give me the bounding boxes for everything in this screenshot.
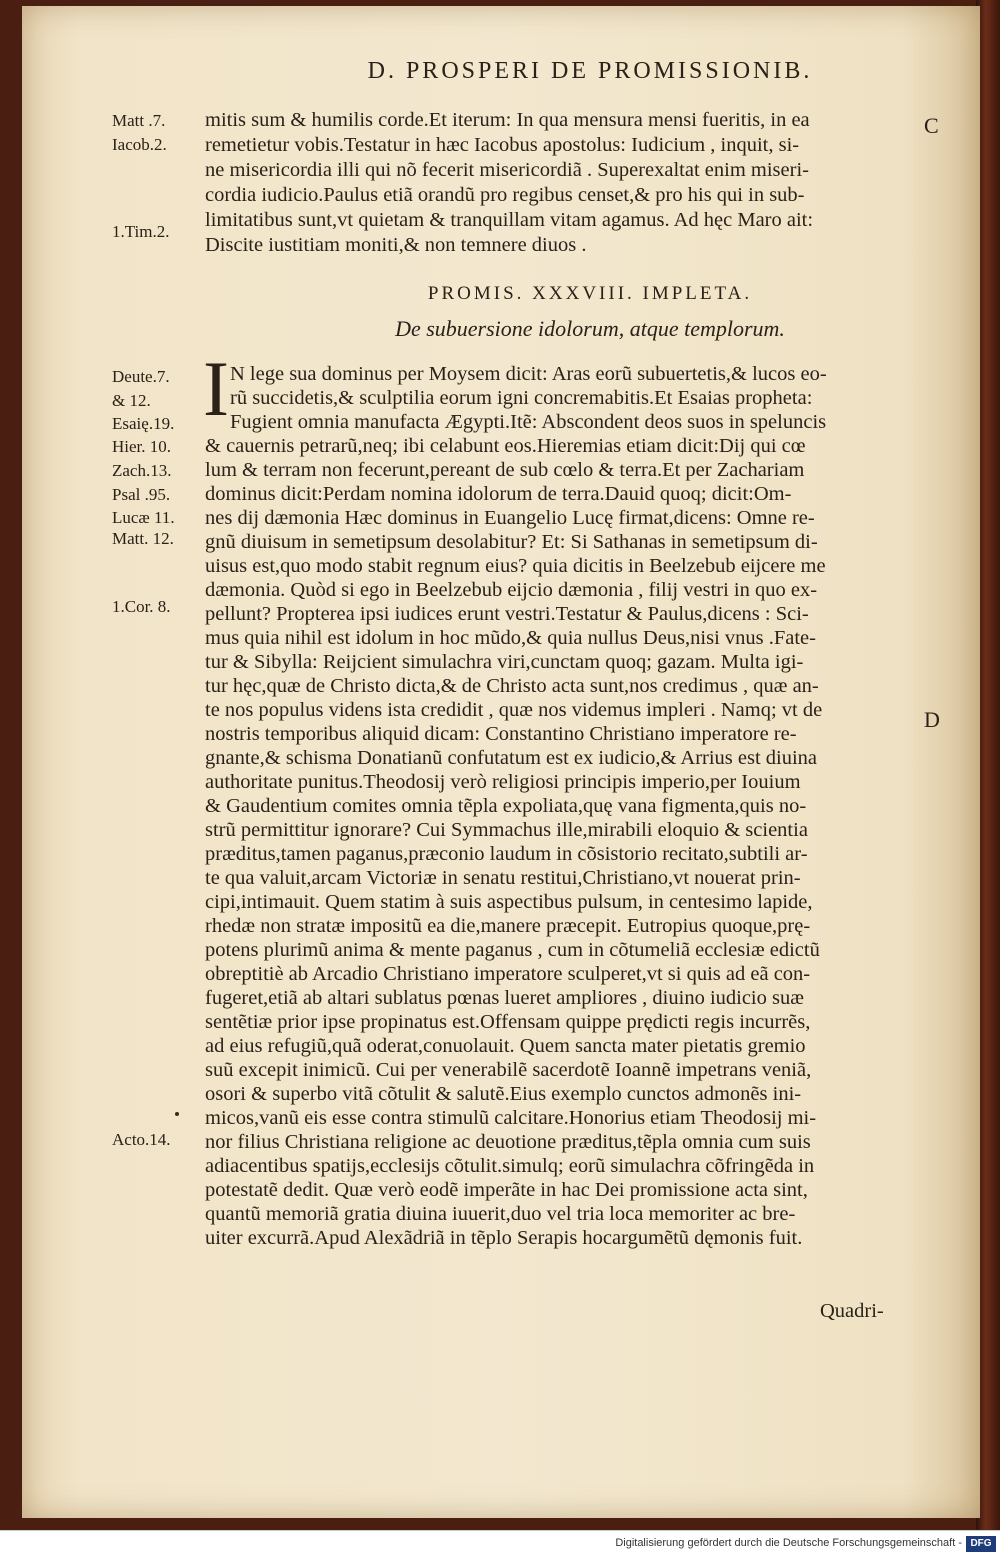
text-line: strũ permittitur ignorare? Cui Symmachus ille,mirabili eloquio & scientia — [205, 819, 808, 841]
margin-note: Lucæ 11. — [112, 508, 175, 527]
text-line: pellunt? Propterea ipsi iudices erunt vestri.Testatur & Paulus,dicens : Sci- — [205, 603, 809, 625]
margin-note: Matt .7. — [112, 111, 166, 130]
funding-notice: Digitalisierung gefördert durch die Deutsche Forschungsgemeinschaft - — [615, 1537, 962, 1549]
text-line: cordia iudicio.Paulus etiã orandũ pro regibus censet,& pro his qui in sub- — [205, 184, 805, 206]
margin-note: Hier. 10. — [112, 437, 172, 456]
text-line: lum & terram non fecerunt,pereant de sub cœlo & terra.Et per Zachariam — [205, 459, 805, 481]
margin-note: Esaię.19. — [112, 414, 175, 433]
side-letter-d: D — [924, 707, 940, 732]
drop-cap: I — [203, 345, 229, 432]
text-line: authoritate punitus.Theodosij verò religiosi principis imperio,per Iouium — [205, 771, 801, 793]
text-line: & Gaudentium comites omnia tẽpla expoliata,quę vana figmenta,quis no- — [205, 795, 807, 817]
text-line: N lege sua dominus per Moysem dicit: Aras eorũ subuertetis,& lucos eo- — [230, 363, 827, 385]
text-line: nostris temporibus aliquid dicam: Constantino Christiano imperatore re- — [205, 723, 797, 745]
text-line: potestatẽ dedit. Quæ verò eodẽ imperãte in hac Dei promissione acta sint, — [205, 1179, 808, 1201]
text-line: sentẽtiæ prior ipse propinatus est.Offensam quippe prędicti regis incurrẽs, — [205, 1011, 811, 1033]
catchword: Quadri- — [820, 1300, 884, 1322]
text-line: dominus dicit:Perdam nomina idolorum de terra.Dauid quoq; dicit:Om- — [205, 483, 792, 505]
text-line: fugeret,etiã ab altari sublatus pœnas lueret ampliores , diuino iudicio suæ — [205, 987, 804, 1009]
text-line: obreptitiè ab Arcadio Christiano imperatore sculperet,vt si quis ad eã con- — [205, 963, 811, 985]
running-header: D. PROSPERI DE PROMISSIONIB. — [367, 58, 813, 84]
text-line: Fugient omnia manufacta Ægypti.Itẽ: Abscondent deos suos in speluncis — [230, 411, 827, 433]
margin-note: 1.Tim.2. — [112, 222, 170, 241]
text-line: micos,vanũ eis esse contra stimulũ calcitare.Honorius etiam Theodosij mi- — [205, 1107, 817, 1129]
text-line: te qua valuit,arcam Victoriæ in senatu restitui,Christiano,vt nouerat prin- — [205, 867, 801, 889]
section-title: PROMIS. XXXVIII. IMPLETA. — [427, 283, 753, 304]
text-line: uisus est,quo modo stabit regnum eius? quia dicitis in Beelzebub eijcere me — [205, 555, 826, 577]
text-line: Discite iustitiam moniti,& non temnere diuos . — [205, 234, 587, 256]
margin-mark — [175, 1112, 179, 1116]
text-line: mus quia nihil est idolum in hoc mũdo,& quia nullus Deus,nisi vnus .Fate- — [205, 627, 816, 649]
text-line: tur hęc,quæ de Christo dicta,& de Christo acta sunt,nos credimus , quæ an- — [205, 675, 819, 697]
text-line: tur & Sibylla: Reijcient simulachra viri,cunctam quoq; gazam. Multa igi- — [205, 651, 804, 673]
text-line: nes dij dæmonia Hæc dominus in Euangelio Lucę firmat,dicens: Omne re- — [205, 507, 815, 529]
text-line: limitatibus sunt,vt quietam & tranquillam vitam agamus. Ad hęc Maro ait: — [205, 209, 814, 231]
text-line: ne misericordia illi qui nõ fecerit misericordiã . Superexaltat enim miseri- — [205, 159, 809, 181]
text-line: ad eius refugiũ,quã oderat,conuolauit. Quem sancta mater pietatis gremio — [205, 1035, 806, 1057]
text-line: rhedæ non stratæ impositũ ea die,manere præcepit. Eutropius quoque,prę- — [205, 915, 811, 937]
text-line: potens plurimũ anima & mente paganus , cum in cõtumeliã ecclesiæ edictũ — [205, 939, 820, 961]
text-line: nor filius Christiana religione ac deuotione præditus,tẽpla omnia cum suis — [205, 1131, 811, 1153]
text-line: quantũ memoriã gratia diuina iuuerit,duo vel tria loca memoriter ac bre- — [205, 1203, 796, 1225]
text-line: præditus,tamen paganus,præconio laudum in cõsistorio recitato,subtili ar- — [205, 843, 808, 865]
text-line: gnũ diuisum in semetipsum desolabitur? Et: Si Sathanas in semetipsum di- — [205, 531, 818, 553]
dfg-logo: DFG — [966, 1536, 996, 1552]
text-line: gnante,& schisma Donatianũ confutatum est ex iudicio,& Arrius est diuina — [205, 747, 818, 769]
text-line: osori & superbo vitã cõtulit & salutẽ.Eius exemplo cunctos admonẽs ini- — [205, 1083, 802, 1105]
text-line: cipi,intimauit. Quem statim à suis aspectibus pulsum, in centesimo lapide, — [205, 891, 813, 913]
margin-note: Matt. 12. — [112, 529, 174, 548]
footer-bar — [0, 1530, 1000, 1558]
text-line: adiacentibus spatijs,ecclesijs cõtulit.simulq; eorũ simulachra cõfringẽda in — [205, 1155, 815, 1177]
margin-note: Psal .95. — [112, 485, 171, 504]
margin-note: Deute.7. — [112, 367, 170, 386]
text-line: uiter excurrã.Apud Alexãdriã in tẽplo Serapis hocargumẽtũ dęmonis fuit. — [205, 1227, 803, 1249]
text-line: dæmonia. Quòd si ego in Beelzebub eijcio dæmonia , filij vestri in quo ex- — [205, 579, 818, 601]
text-line: te nos populus videns ista credidit , quæ nos videmus impleri . Namq; vt de — [205, 699, 823, 721]
margin-note: Iacob.2. — [112, 135, 167, 154]
text-line: rũ succidetis,& sculptilia eorum igni concremabitis.Et Esaias propheta: — [230, 387, 813, 409]
text-line: suũ excepit inimicũ. Cui per venerabilẽ sacerdotẽ Ioannẽ impetrans veniã, — [205, 1059, 812, 1081]
section-subtitle: De subuersione idolorum, atque templorum. — [395, 316, 785, 341]
margin-note: 1.Cor. 8. — [112, 597, 171, 616]
text-line: & cauernis petrarũ,neq; ibi celabunt eos.Hieremias etiam dicit:Dij qui cœ — [205, 435, 806, 457]
margin-note: & 12. — [112, 391, 151, 410]
text-line: remetietur vobis.Testatur in hæc Iacobus apostolus: Iudicium , inquit, si- — [205, 134, 800, 156]
margin-note: Acto.14. — [112, 1130, 171, 1149]
margin-note: Zach.13. — [112, 461, 172, 480]
side-letter-c: C — [924, 113, 939, 138]
text-line: mitis sum & humilis corde.Et iterum: In qua mensura mensi fueritis, in ea — [205, 109, 810, 131]
